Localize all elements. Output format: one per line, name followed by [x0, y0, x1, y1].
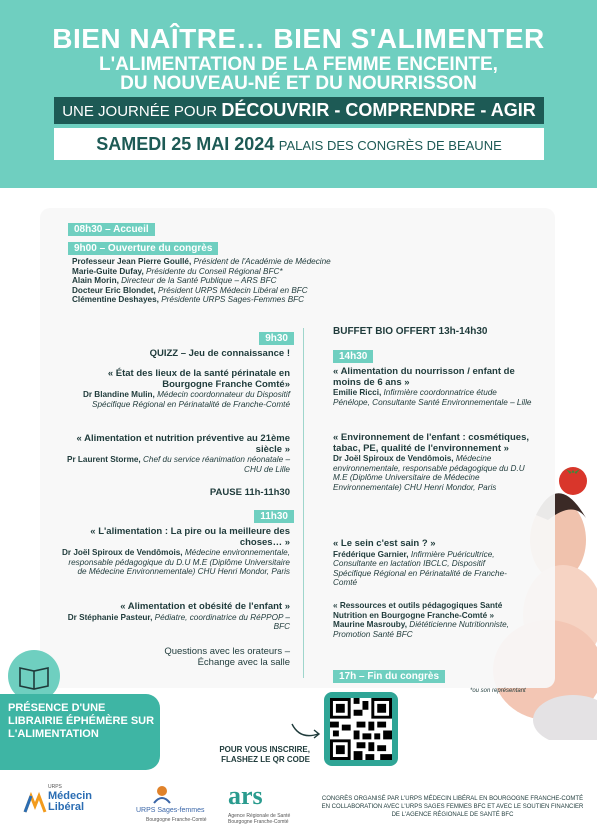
talk-speaker: Dr Stéphanie Pasteur, Pédiatre, coordinatrice du RéPPOP – BFC [67, 612, 290, 632]
talk-speaker: Dr Joël Spiroux de Vendômois, Médecine environnementale, responsable pédagogique du D.U M.E (Diplôme Universitaire de Médecine Environnementale) CHU Henri Mondor, Paris [333, 454, 525, 492]
talk-speaker: Maurine Masrouby, Diététicienne Nutritionniste, Promotion Santé BFC [333, 620, 509, 639]
sages-femmes-logo: URPS Sages-femmes [136, 807, 205, 814]
welcome-time: 08h30 – Accueil [68, 223, 155, 236]
morning-time: 9h30 [259, 332, 294, 345]
footnote: *ou son représentant [470, 688, 526, 694]
medecin-liberal-logo-sub: URPS [48, 784, 62, 790]
sages-femmes-logo-sub: Bourgogne Franche-Comté [146, 817, 207, 823]
talk-best-or-worst [58, 527, 290, 577]
talk-breastfeeding [333, 539, 523, 588]
talk-title: « Environnement de l'enfant : cosmétiques, tabac, PE, qualité de l'environnement » [333, 432, 529, 454]
subtitle-line2: DU NOUVEAU-NÉ ET DU NOURRISSON [120, 73, 477, 94]
talk-state-of-health [58, 369, 290, 409]
tomato-icon [553, 462, 593, 496]
afternoon-time: 14h30 [333, 350, 373, 363]
opening-time: 9h00 – Ouverture du congrès [68, 242, 218, 255]
tagline-intro: UNE JOURNÉE POUR [62, 103, 218, 120]
late-morning-time: 11h30 [254, 510, 294, 523]
event-place: PALAIS DES CONGRÈS DE BEAUNE [278, 138, 502, 153]
speaker-item: Clémentine Deshayes, Présidente URPS Sages-Femmes BFC [72, 295, 305, 305]
end-time: 17h – Fin du congrès [333, 670, 445, 683]
tagline-verbs: DÉCOUVRIR - COMPRENDRE - AGIR [221, 100, 536, 120]
main-title: BIEN NAÎTRE… BIEN S'ALIMENTER [52, 23, 545, 54]
talk-child-obesity [58, 602, 290, 632]
library-banner: PRÉSENCE D'UNE LIBRAIRIE ÉPHÉMÈRE SUR L'ALIMENTATION [0, 694, 160, 770]
speaker-item: Marie-Guite Dufay, Présidente du Conseil Régional BFC* [72, 266, 283, 276]
organizer-note: CONGRÈS ORGANISÉ PAR L'URPS MÉDECIN LIBÉRAL EN BOURGOGNE FRANCHE-COMTÉ EN COLLABORATION AVEC L'URPS SAGES FEMMES BFC ET AVEC LE SOUTIEN FINANCIER DE L'AGENCE RÉGIONALE DE SANTÉ BFC [321, 796, 584, 818]
talk-title: « État des lieux de la santé périnatale en Bourgogne Franche Comté» [107, 368, 290, 390]
sages-femmes-logo-icon [150, 783, 174, 805]
questions-label: Questions avec les orateurs – Échange avec la salle [164, 646, 290, 668]
medecin-liberal-logo: Médecin Libéral [48, 790, 93, 813]
medecin-liberal-logo-icon [22, 790, 48, 816]
pause-label: PAUSE 11h-11h30 [209, 487, 290, 498]
talk-preventive-nutrition [58, 434, 290, 474]
buffet-label: BUFFET BIO OFFERT 13h-14h30 [333, 326, 488, 337]
talk-speaker: Dr Blandine Mulin, Médecin coordonnateur du Dispositif Spécifique Régional en Périnatalité de Franche-Comté [82, 390, 290, 409]
speaker-item: Professeur Jean Pierre Goullé, Président de l'Académie de Médecine [72, 257, 331, 266]
subtitle [0, 55, 597, 93]
talk-speaker: Frédérique Garnier, Infirmière Puéricultrice, Consultante en lactation IBCLC, Dispositif Spécifique Régional en Périnatalité de Franche-Comté [333, 549, 507, 588]
talk-title: « Ressources et outils pédagogiques Santé Nutrition en Bourgogne Franche-Comté » [333, 601, 503, 620]
talk-resources [333, 601, 533, 639]
ars-logo-sub: Agence Régionale de Santé Bourgogne Franche-Comté [228, 813, 291, 825]
talk-title: « Le sein c'est sain ? » [333, 538, 436, 549]
header-banner [0, 0, 597, 188]
talk-speaker: Pr Laurent Storme, Chef du service réanimation néonatale – CHU de Lille [66, 455, 290, 474]
talk-speaker: Dr Joël Spiroux de Vendômois, Médecine environnementale, responsable pédagogique du D.U M.E (Diplôme Universitaire de Médecine Environnementale) CHU Henri Mondor, Paris [62, 548, 290, 577]
qr-code-icon [330, 698, 392, 760]
quiz-label: QUIZZ – Jeu de connaissance ! [149, 348, 290, 359]
talk-child-environment [333, 433, 533, 492]
arrow-icon [290, 720, 324, 744]
speaker-item: Alain Morin, Directeur de la Santé Publique – ARS BFC [72, 276, 277, 286]
register-instruction: POUR VOUS INSCRIRE, FLASHEZ LE QR CODE [219, 745, 310, 764]
qr-code[interactable] [324, 692, 398, 766]
talk-title: « Alimentation et nutrition préventive au 21ème siècle » [76, 433, 290, 455]
event-date: SAMEDI 25 MAI 2024 [96, 134, 275, 154]
speaker-item: Docteur Eric Blondet, Président URPS Médecin Libéral en BFC [72, 285, 308, 295]
column-divider [303, 328, 304, 678]
footer [0, 775, 597, 840]
talk-infant-feeding [333, 367, 533, 407]
event-date-bar [54, 128, 544, 160]
talk-speaker: Emilie Ricci, Infirmière coordonnatrice étude Pénélope, Consultante Santé Environnementale – Lille [333, 388, 532, 407]
tagline [54, 97, 544, 124]
ars-logo: ars [228, 781, 263, 810]
talk-title: « L'alimentation : La pire ou la meilleure des choses… » [90, 526, 290, 548]
speakers-list [72, 257, 492, 305]
talk-title: « Alimentation du nourrisson / enfant de moins de 6 ans » [333, 366, 515, 388]
subtitle-line1: L'ALIMENTATION DE LA FEMME ENCEINTE, [99, 54, 498, 75]
talk-title: « Alimentation et obésité de l'enfant » [120, 601, 290, 612]
